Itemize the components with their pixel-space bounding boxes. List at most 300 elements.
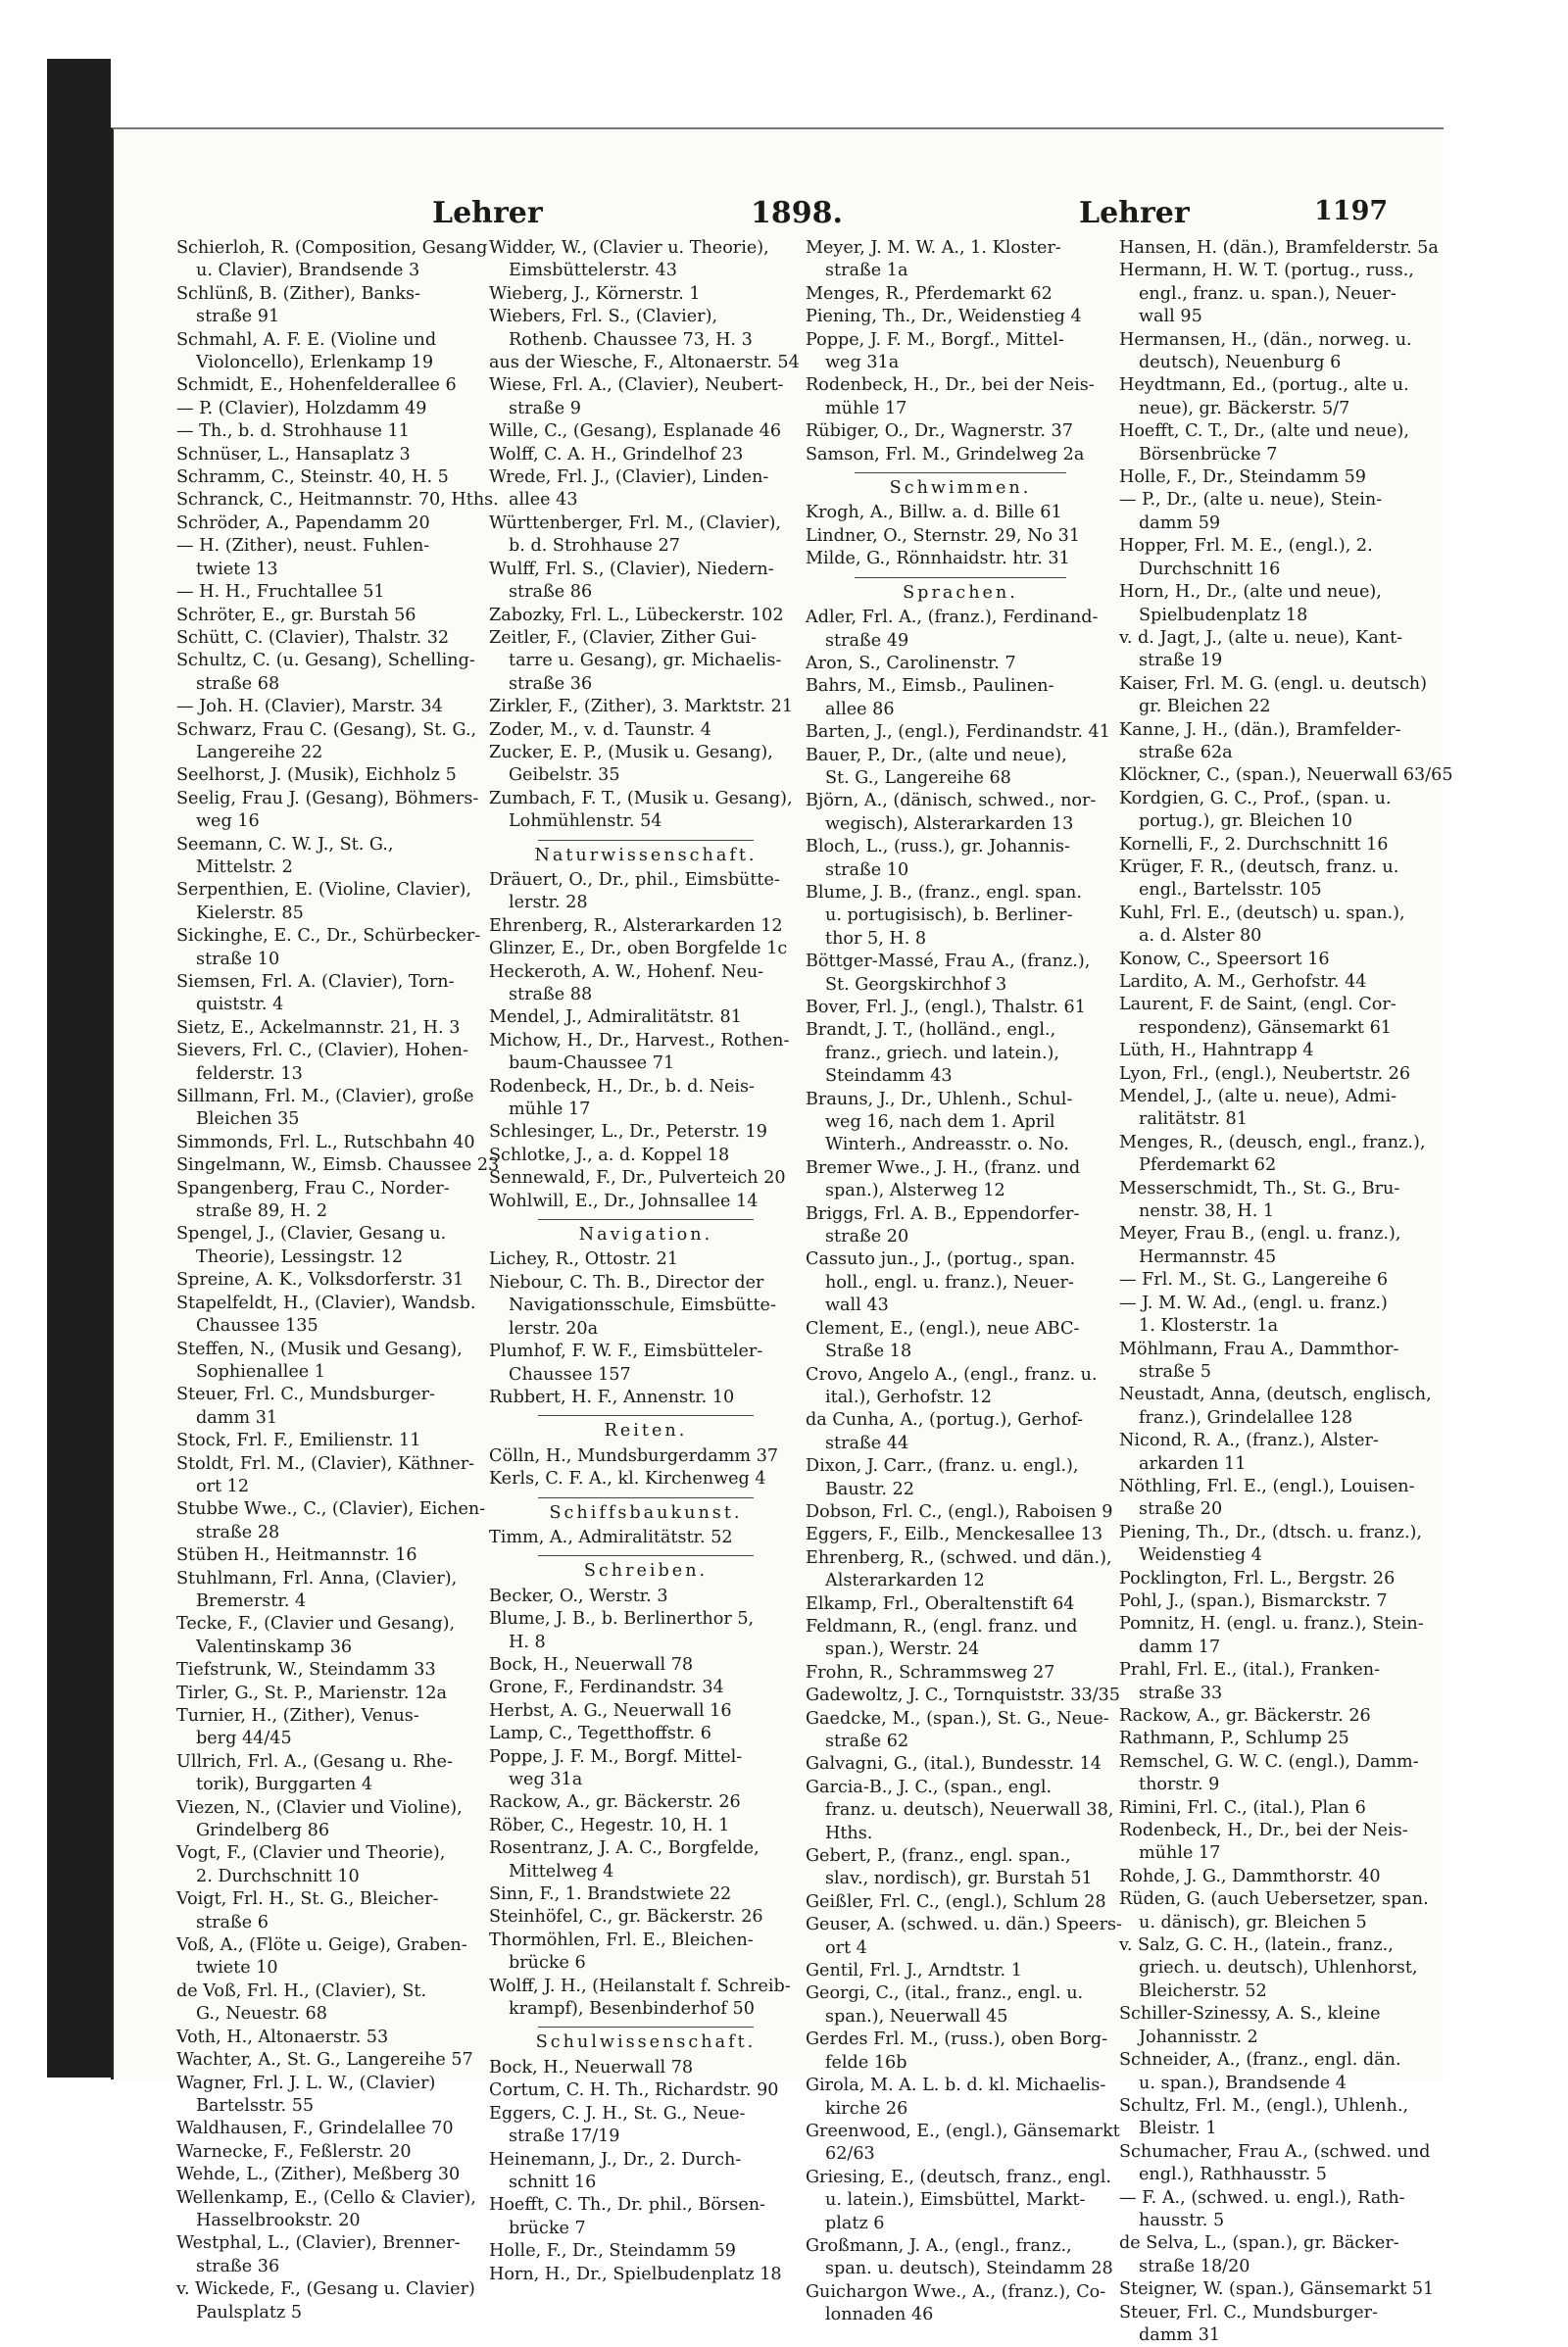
directory-entry-line: damm 31 <box>196 1407 278 1428</box>
directory-entry-line: 2. Durchschnitt 10 <box>196 1866 360 1886</box>
directory-entry-line: Schütt, C. (Clavier), Thalstr. 32 <box>176 627 450 648</box>
directory-entry-line: Bahrs, M., Eimsb., Paulinen- <box>806 676 1054 697</box>
directory-entry-line: Seelhorst, J. (Musik), Eichholz 5 <box>176 765 457 786</box>
directory-entry-line: Schultz, Frl. M., (engl.), Uhlenh., <box>1119 2095 1409 2116</box>
directory-entry-line: — P. (Clavier), Holzdamm 49 <box>176 398 427 418</box>
directory-entry-line: Wulff, Frl. S., (Clavier), Niedern- <box>489 559 774 579</box>
directory-entry-line: — J. M. W. Ad., (engl. u. franz.) <box>1119 1293 1388 1313</box>
directory-entry-line: Sinn, F., 1. Brandstwiete 22 <box>489 1884 732 1905</box>
directory-entry-line: H. 8 <box>509 1632 546 1652</box>
directory-entry-line: Sophienallee 1 <box>196 1361 325 1382</box>
directory-entry-line: Menges, R., (deusch, engl., franz.), <box>1119 1132 1426 1152</box>
directory-entry-line: wall 43 <box>825 1296 889 1316</box>
directory-entry-line: Turnier, H., (Zither), Venus- <box>176 1706 419 1726</box>
directory-entry-line: Schramm, C., Steinstr. 40, H. 5 <box>176 467 449 488</box>
directory-entry-line: Röber, C., Hegestr. 10, H. 1 <box>489 1815 730 1835</box>
directory-entry-line: Rathmann, P., Schlump 25 <box>1119 1729 1349 1749</box>
directory-entry-line: Holle, F., Dr., Steindamm 59 <box>489 2241 736 2262</box>
directory-entry-line: Böttger-Massé, Frau A., (franz.), <box>806 952 1091 972</box>
directory-entry-line: Steindamm 43 <box>825 1066 953 1087</box>
directory-entry-line: lonnaden 46 <box>825 2305 934 2325</box>
directory-entry-line: Lichey, R., Ottostr. 21 <box>489 1249 679 1270</box>
directory-entry-line: Blume, J. B., (franz., engl. span. <box>806 882 1082 903</box>
section-rule <box>538 1415 754 1416</box>
directory-entry-line: Chaussee 157 <box>509 1364 631 1385</box>
directory-entry-line: Langereihe 22 <box>196 742 323 762</box>
directory-entry-line: Viezen, N., (Clavier und Violine), <box>176 1797 463 1818</box>
directory-entry-line: Bartelsstr. 55 <box>196 2095 315 2116</box>
directory-entry-line: berg 44/45 <box>196 1729 292 1749</box>
directory-entry-line: straße 10 <box>825 859 909 880</box>
directory-entry-line: Wolff, J. H., (Heilanstalt f. Schreib- <box>489 1976 791 1996</box>
column-4 <box>1119 237 1453 2345</box>
directory-entry-line: Violoncello), Erlenkamp 19 <box>196 353 434 373</box>
directory-entry-line: Pocklington, Frl. L., Bergstr. 26 <box>1119 1568 1396 1589</box>
directory-entry-line: Georgi, C., (ital., franz., engl. u. <box>806 1983 1084 2004</box>
directory-entry-line: u. latein.), Eimsbüttel, Markt- <box>825 2190 1086 2211</box>
directory-entry-line: Steffen, N., (Musik und Gesang), <box>176 1339 463 1359</box>
directory-entry-line: Spielbudenplatz 18 <box>1139 605 1308 625</box>
directory-entry-line: Valentinskamp 36 <box>196 1637 353 1657</box>
directory-entry-line: Wiebers, Frl. S., (Clavier), <box>489 307 718 327</box>
directory-entry-line: Schmahl, A. F. E. (Violine und <box>176 329 437 350</box>
directory-entry-line: felderstr. 13 <box>196 1063 303 1084</box>
directory-entry-line: Wellenkamp, E., (Cello & Clavier), <box>176 2187 476 2208</box>
directory-entry-line: Schnüser, L., Hansaplatz 3 <box>176 444 411 465</box>
directory-entry-line: Schneider, A., (franz., engl. dän. <box>1119 2050 1401 2071</box>
directory-entry-line: Paulsplatz 5 <box>196 2302 303 2323</box>
directory-entry-line: Waldhausen, F., Grindelallee 70 <box>176 2119 454 2139</box>
column-1 <box>176 237 500 2323</box>
directory-entry-line: Eggers, C. J. H., St. G., Neue- <box>489 2103 746 2124</box>
directory-entry-line: Horn, H., Dr., Spielbudenplatz 18 <box>489 2264 782 2284</box>
directory-entry-line: Poppe, J. F. M., Borgf. Mittel- <box>489 1746 743 1767</box>
directory-entry-line: lerstr. 28 <box>509 893 588 913</box>
directory-entry-line: Schierloh, R. (Composition, Gesang <box>176 238 488 258</box>
directory-entry-line: Adler, Frl. A., (franz.), Ferdinand- <box>806 608 1099 628</box>
directory-entry-line: straße 36 <box>509 673 593 694</box>
directory-entry-line: Galvagni, G., (ital.), Bundesstr. 14 <box>806 1754 1102 1775</box>
directory-entry-line: Hansen, H. (dän.), Bramfelderstr. 5a <box>1119 238 1439 258</box>
directory-entry-line: Ehrenberg, R., Alsterarkarden 12 <box>489 915 783 936</box>
column-2 <box>489 237 803 2284</box>
directory-entry-line: straße 19 <box>1139 651 1223 671</box>
directory-entry-line: Kielerstr. 85 <box>196 903 304 923</box>
directory-entry-line: Lardito, A. M., Gerhofstr. 44 <box>1119 972 1367 992</box>
directory-entry-line: nenstr. 38, H. 1 <box>1139 1201 1275 1222</box>
directory-entry-line: a. d. Alster 80 <box>1139 926 1262 947</box>
directory-entry-line: de Voß, Frl. H., (Clavier), St. <box>176 1980 427 2001</box>
directory-entry-line: Cassuto jun., J., (portug., span. <box>806 1249 1076 1270</box>
directory-entry-line: u. Clavier), Brandsende 3 <box>196 261 420 281</box>
directory-entry-line: Menges, R., Pferdemarkt 62 <box>806 283 1053 304</box>
directory-entry-line: ort 12 <box>196 1476 250 1496</box>
directory-entry-line: straße 5 <box>1139 1361 1211 1382</box>
directory-entry-line: Dixon, J. Carr., (franz. u. engl.), <box>806 1456 1079 1477</box>
directory-entry-line: Lindner, O., Sternstr. 29, No 31 <box>806 525 1081 546</box>
directory-entry-line: Warnecke, F., Feßlerstr. 20 <box>176 2141 412 2162</box>
directory-entry-line: straße 89, H. 2 <box>196 1201 328 1222</box>
directory-entry-line: Lohmühlenstr. 54 <box>509 811 662 832</box>
directory-entry-line: Rohde, J. G., Dammthorstr. 40 <box>1119 1866 1381 1886</box>
directory-entry-line: Wagner, Frl. J. L. W., (Clavier) <box>176 2073 436 2093</box>
directory-entry-line: — H. H., Fruchtallee 51 <box>176 582 385 603</box>
directory-entry-line: straße 18/20 <box>1139 2256 1250 2276</box>
directory-entry-line: Bleichen 35 <box>196 1109 300 1130</box>
directory-entry-line: Michow, H., Dr., Harvest., Rothen- <box>489 1030 790 1051</box>
directory-entry-line: Timm, A., Admiralitätstr. 52 <box>489 1527 733 1547</box>
directory-entry-line: Stock, Frl. F., Emilienstr. 11 <box>176 1431 421 1451</box>
directory-entry-line: mühle 17 <box>509 1100 591 1120</box>
directory-entry-line: Stüben H., Heitmannstr. 16 <box>176 1545 417 1566</box>
directory-entry-line: Steuer, Frl. C., Mundsburger- <box>176 1385 435 1405</box>
directory-entry-line: Mendel, J., (alte u. neue), Admi- <box>1119 1087 1397 1107</box>
directory-entry-line: Seelig, Frau J. (Gesang), Böhmers- <box>176 788 479 808</box>
directory-entry-line: quiststr. 4 <box>196 995 284 1015</box>
directory-entry-line: Nicond, R. A., (franz.), Alster- <box>1119 1431 1379 1451</box>
directory-entry-line: engl., Bartelsstr. 105 <box>1139 880 1322 901</box>
directory-entry-line: span. u. deutsch), Steindamm 28 <box>825 2259 1113 2279</box>
section-rule <box>538 2027 754 2028</box>
directory-entry-line: straße 68 <box>196 673 280 694</box>
directory-entry-line: span.), Neuerwall 45 <box>825 2006 1008 2027</box>
directory-entry-line: Heydtmann, Ed., (portug., alte u. <box>1119 375 1409 396</box>
directory-entry-line: Singelmann, W., Eimsb. Chaussee 23 <box>176 1155 500 1176</box>
directory-entry-line: straße 62 <box>825 1732 909 1751</box>
directory-entry-line: Hasselbrookstr. 20 <box>196 2210 361 2230</box>
directory-entry-line: wegisch), Alsterarkarden 13 <box>825 813 1074 834</box>
directory-entry-line: Schranck, C., Heitmannstr. 70, Hths. <box>176 490 499 511</box>
directory-entry-line: mühle 17 <box>825 398 907 418</box>
directory-entry-line: Wolff, C. A. H., Grindelhof 23 <box>489 444 744 465</box>
directory-entry-line: straße 20 <box>825 1227 909 1247</box>
directory-entry-line: Eimsbüttelerstr. 43 <box>509 261 677 281</box>
directory-entry-line: brücke 7 <box>509 2218 586 2238</box>
directory-entry-line: Schwarz, Frau C. (Gesang), St. G., <box>176 719 477 740</box>
directory-entry-line: straße 20 <box>1139 1499 1223 1520</box>
directory-entry-line: Tiefstrunk, W., Steindamm 33 <box>176 1660 436 1681</box>
directory-entry-line: Rodenbeck, H., Dr., bei der Neis- <box>806 375 1095 396</box>
directory-entry-line: weg 31a <box>509 1770 583 1789</box>
directory-entry-line: Schröder, A., Papendamm 20 <box>176 513 430 533</box>
directory-entry-line: Björn, A., (dänisch, schwed., nor- <box>806 791 1097 811</box>
directory-entry-line: Brauns, J., Dr., Uhlenh., Schul- <box>806 1089 1073 1109</box>
directory-entry-line: Sievers, Frl. C., (Clavier), Hohen- <box>176 1041 468 1061</box>
directory-entry-line: portug.), gr. Bleichen 10 <box>1139 811 1352 832</box>
directory-entry-line: platz 6 <box>825 2213 885 2233</box>
page-number: 1197 <box>1314 196 1389 226</box>
directory-entry-line: damm 31 <box>1139 2324 1221 2345</box>
directory-entry-line: Rackow, A., gr. Bäckerstr. 26 <box>1119 1706 1371 1726</box>
directory-entry-line: Rüden, G. (auch Uebersetzer, span. <box>1119 1889 1429 1910</box>
directory-entry-line: Schlotke, J., a. d. Koppel 18 <box>489 1145 730 1165</box>
directory-entry-line: Winterh., Andreasstr. o. No. <box>825 1135 1069 1155</box>
directory-entry-line: u. span.), Brandsende 4 <box>1139 2073 1347 2093</box>
directory-entry-line: Prahl, Frl. E., (ital.), Franken- <box>1119 1660 1381 1681</box>
directory-entry-line: Navigationsschule, Eimsbütte- <box>509 1296 776 1316</box>
directory-entry-line: Greenwood, E., (engl.), Gänsemarkt <box>806 2121 1120 2141</box>
directory-entry-line: Krüger, F. R., (deutsch, franz. u. <box>1119 856 1399 877</box>
directory-entry-line: Griesing, E., (deutsch, franz., engl. <box>806 2167 1111 2187</box>
directory-entry-line: Feldmann, R., (engl. franz. und <box>806 1616 1078 1637</box>
section-rule <box>538 1497 754 1498</box>
directory-entry-line: Rimini, Frl. C., (ital.), Plan 6 <box>1119 1797 1366 1818</box>
section-heading: Schwimmen. <box>889 478 1032 499</box>
directory-entry-line: Briggs, Frl. A. B., Eppendorfer- <box>806 1203 1080 1224</box>
directory-entry-line: Baustr. 22 <box>825 1479 914 1499</box>
directory-entry-line: v. d. Jagt, J., (alte u. neue), Kant- <box>1119 627 1403 648</box>
directory-entry-line: ralitätstr. 81 <box>1139 1109 1248 1130</box>
directory-entry-line: lerstr. 20a <box>509 1318 599 1339</box>
directory-entry-line: — Th., b. d. Strohhause 11 <box>176 421 410 442</box>
directory-entry-line: Schlünß, B. (Zither), Banks- <box>176 283 420 304</box>
section-heading: Sprachen. <box>903 582 1018 603</box>
directory-entry-line: Voth, H., Altonaerstr. 53 <box>176 2027 389 2047</box>
directory-entry-line: Pohl, J., (span.), Bismarckstr. 7 <box>1119 1590 1388 1611</box>
directory-entry-line: weg 31a <box>825 353 900 373</box>
directory-entry-line: Heinemann, J., Dr., 2. Durch- <box>489 2149 742 2170</box>
directory-entry-line: Eggers, F., Eilb., Menckesallee 13 <box>806 1525 1103 1545</box>
directory-entry-line: Garcia-B., J. C., (span., engl. <box>806 1777 1053 1797</box>
directory-entry-line: u. portugisisch), b. Berliner- <box>825 905 1073 926</box>
directory-entry-line: Glinzer, E., Dr., oben Borgfelde 1c <box>489 939 788 959</box>
directory-entry-line: Schmidt, E., Hohenfelderallee 6 <box>176 375 457 396</box>
section-heading: Navigation. <box>578 1225 713 1246</box>
page-header <box>114 196 1444 235</box>
header-year: 1898. <box>751 196 843 230</box>
directory-entry-line: Vogt, F., (Clavier und Theorie), <box>176 1843 446 1864</box>
directory-entry-line: Kerls, C. F. A., kl. Kirchenweg 4 <box>489 1469 766 1490</box>
directory-entry-line: Kanne, J. H., (dän.), Bramfelder- <box>1119 719 1401 740</box>
directory-entry-line: Holle, F., Dr., Steindamm 59 <box>1119 467 1366 488</box>
directory-entry-line: Theorie), Lessingstr. 12 <box>196 1247 404 1267</box>
directory-entry-line: Rackow, A., gr. Bäckerstr. 26 <box>489 1792 741 1813</box>
directory-entry-line: Geibelstr. 35 <box>509 765 620 786</box>
directory-entry-line: Schiller-Szinessy, A. S., kleine <box>1119 2004 1381 2025</box>
directory-entry-line: Voigt, Frl. H., St. G., Bleicher- <box>176 1889 439 1910</box>
directory-entry-line: twiete 10 <box>196 1958 278 1979</box>
directory-entry-line: Sillmann, Frl. M., (Clavier), große <box>176 1087 474 1107</box>
directory-entry-line: Rodenbeck, H., Dr., bei der Neis- <box>1119 1821 1408 1841</box>
directory-entry-line: Geuser, A. (schwed. u. dän.) Speers- <box>806 1915 1122 1935</box>
directory-entry-line: Ullrich, Frl. A., (Gesang u. Rhe- <box>176 1751 453 1772</box>
directory-entry-line: Horn, H., Dr., (alte und neue), <box>1119 582 1382 603</box>
directory-entry-line: Messerschmidt, Th., St. G., Bru- <box>1119 1178 1400 1198</box>
directory-entry-line: Remschel, G. W. C. (engl.), Damm- <box>1119 1751 1419 1772</box>
directory-entry-line: Rubbert, H. F., Annenstr. 10 <box>489 1387 735 1407</box>
directory-entry-line: Neustadt, Anna, (deutsch, englisch, <box>1119 1385 1432 1405</box>
section-rule <box>538 1555 754 1556</box>
directory-entry-line: Piening, Th., Dr., (dtsch. u. franz.), <box>1119 1522 1422 1542</box>
directory-entry-line: Sietz, E., Ackelmannstr. 21, H. 3 <box>176 1017 461 1038</box>
section-heading: Schiffsbaukunst. <box>549 1502 743 1523</box>
directory-entry-line: Hermansen, H., (dän., norweg. u. <box>1119 329 1412 350</box>
directory-entry-line: schnitt 16 <box>509 2172 597 2192</box>
directory-entry-line: Poppe, J. F. M., Borgf., Mittel- <box>806 329 1064 350</box>
directory-entry-line: Rosentranz, J. A. C., Borgfelde, <box>489 1838 760 1859</box>
directory-entry-line: Zirkler, F., (Zither), 3. Marktstr. 21 <box>489 697 794 717</box>
directory-entry-line: Gentil, Frl. J., Arndtstr. 1 <box>806 1961 1022 1981</box>
directory-entry-line: engl.), Rathhausstr. 5 <box>1139 2165 1327 2185</box>
directory-entry-line: Bremer Wwe., J. H., (franz. und <box>806 1157 1081 1178</box>
directory-entry-line: arkarden 11 <box>1139 1453 1247 1474</box>
directory-entry-line: Steuer, Frl. C., Mundsburger- <box>1119 2302 1378 2323</box>
directory-entry-line: franz.), Grindelallee 128 <box>1139 1407 1353 1428</box>
directory-entry-line: slav., nordisch), gr. Burstah 51 <box>825 1869 1093 1889</box>
directory-entry-line: Bauer, P., Dr., (alte und neue), <box>806 745 1067 765</box>
directory-entry-line: straße 33 <box>1139 1683 1223 1703</box>
directory-entry-line: Barten, J., (engl.), Ferdinandstr. 41 <box>806 722 1110 743</box>
directory-entry-line: St. G., Langereihe 68 <box>825 767 1011 788</box>
directory-entry-line: Mittelweg 4 <box>509 1861 614 1882</box>
directory-entry-line: Stubbe Wwe., C., (Clavier), Eichen- <box>176 1499 486 1520</box>
directory-entry-line: Mendel, J., Admiralitätstr. 81 <box>489 1007 742 1028</box>
directory-entry-line: straße 62a <box>1139 742 1233 762</box>
directory-entry-line: Zabozky, Frl. L., Lübeckerstr. 102 <box>489 605 784 625</box>
header-right-title: Lehrer <box>1079 196 1190 230</box>
directory-entry-line: Straße 18 <box>825 1342 912 1362</box>
directory-entry-line: brücke 6 <box>509 1953 586 1974</box>
directory-entry-line: Steigner, W. (span.), Gänsemarkt 51 <box>1119 2279 1435 2300</box>
directory-entry-line: franz. u. deutsch), Neuerwall 38, <box>825 1800 1114 1821</box>
directory-entry-line: Dobson, Frl. C., (engl.), Raboisen 9 <box>806 1501 1113 1522</box>
directory-entry-line: Crovo, Angelo A., (engl., franz. u. <box>806 1364 1098 1385</box>
directory-entry-line: Kordgien, G. C., Prof., (span. u. <box>1119 788 1392 808</box>
directory-entry-line: straße 17/19 <box>509 2127 620 2147</box>
directory-entry-line: thorstr. 9 <box>1139 1775 1220 1795</box>
section-heading: Naturwissenschaft. <box>534 845 758 865</box>
directory-entry-line: Piening, Th., Dr., Weidenstieg 4 <box>806 307 1082 327</box>
directory-entry-line: Großmann, J. A., (engl., franz., <box>806 2235 1072 2256</box>
directory-entry-line: Grindelberg 86 <box>196 1821 330 1841</box>
directory-entry-line: Tecke, F., (Clavier und Gesang), <box>176 1614 456 1635</box>
directory-entry-line: Spangenberg, Frau C., Norder- <box>176 1178 450 1198</box>
directory-entry-line: Guichargon Wwe., A., (franz.), Co- <box>806 2281 1106 2302</box>
directory-entry-line: Gebert, P., (franz., engl. span., <box>806 1846 1071 1867</box>
section-heading: Reiten. <box>604 1421 688 1442</box>
directory-entry-line: Gadewoltz, J. C., Tornquiststr. 33/35 <box>806 1686 1120 1706</box>
directory-entry-line: Pomnitz, H. (engl. u. franz.), Stein- <box>1119 1614 1424 1635</box>
directory-entry-line: Bremerstr. 4 <box>196 1590 307 1611</box>
directory-entry-line: Bock, H., Neuerwall 78 <box>489 2057 694 2078</box>
directory-entry-line: Widder, W., (Clavier u. Theorie), <box>489 238 769 258</box>
directory-entry-line: Schlesinger, L., Dr., Peterstr. 19 <box>489 1122 767 1143</box>
directory-entry-line: Herbst, A. G., Neuerwall 16 <box>489 1700 732 1721</box>
directory-entry-line: torik), Burggarten 4 <box>196 1775 373 1795</box>
directory-entry-line: straße 1a <box>825 261 908 281</box>
directory-entry-line: Stapelfeldt, H., (Clavier), Wandsb. <box>176 1293 476 1313</box>
directory-entry-line: Siemsen, Frl. A. (Clavier), Torn- <box>176 972 455 992</box>
directory-entry-line: Wrede, Frl. J., (Clavier), Linden- <box>489 467 769 488</box>
directory-entry-line: krampf), Besenbinderhof 50 <box>509 1999 755 2020</box>
directory-entry-line: straße 10 <box>196 949 280 969</box>
directory-entry-line: Simmonds, Frl. L., Rutschbahn 40 <box>176 1132 475 1152</box>
directory-entry-line: Schröter, E., gr. Burstah 56 <box>176 605 416 625</box>
directory-entry-line: mühle 17 <box>1139 1843 1221 1864</box>
section-rule <box>855 472 1066 473</box>
directory-entry-line: — H. (Zither), neust. Fuhlen- <box>176 536 430 557</box>
directory-entry-line: Zumbach, F. T., (Musik u. Gesang), <box>489 788 793 808</box>
directory-entry-line: respondenz), Gänsemarkt 61 <box>1139 1017 1392 1038</box>
directory-entry-line: Spreine, A. K., Volksdorferstr. 31 <box>176 1270 465 1291</box>
directory-entry-line: Hermann, H. W. T. (portug., russ., <box>1119 261 1414 281</box>
directory-entry-line: Hoefft, C. T., Dr., (alte und neue), <box>1119 421 1409 442</box>
directory-entry-line: Lüth, H., Hahntrapp 4 <box>1119 1041 1314 1061</box>
directory-entry-line: Gerdes Frl. M., (russ.), oben Borg- <box>806 2029 1108 2050</box>
directory-entry-line: Cölln, H., Mundsburgerdamm 37 <box>489 1445 779 1466</box>
directory-entry-line: Stuhlmann, Frl. Anna, (Clavier), <box>176 1568 458 1589</box>
directory-entry-line: Laurent, F. de Saint, (engl. Cor- <box>1119 995 1396 1015</box>
section-rule <box>538 840 754 841</box>
directory-entry-line: Bock, H., Neuerwall 78 <box>489 1654 694 1675</box>
directory-entry-line: v. Wickede, F., (Gesang u. Clavier) <box>176 2279 475 2300</box>
directory-entry-line: Bleicherstr. 52 <box>1139 1980 1267 2001</box>
directory-entry-line: straße 28 <box>196 1522 280 1542</box>
section-rule <box>538 1219 754 1220</box>
directory-entry-line: St. Georgskirchhof 3 <box>825 974 1007 995</box>
header-left-title: Lehrer <box>432 196 543 230</box>
directory-entry-line: Pferdemarkt 62 <box>1139 1155 1277 1176</box>
directory-entry-line: straße 86 <box>509 582 593 603</box>
directory-entry-line: span.), Werstr. 24 <box>825 1639 980 1660</box>
directory-entry-line: Württenberger, Frl. M., (Clavier), <box>489 513 781 533</box>
directory-entry-line: Westphal, L., (Clavier), Brenner- <box>176 2233 461 2254</box>
directory-entry-line: Lamp, C., Tegetthoffstr. 6 <box>489 1724 711 1744</box>
directory-entry-line: Serpenthien, E. (Violine, Clavier), <box>176 880 471 901</box>
directory-entry-line: Konow, C., Speersort 16 <box>1119 949 1330 969</box>
directory-entry-line: Zeitler, F., (Clavier, Zither Gui- <box>489 627 757 648</box>
directory-entry-line: Sennewald, F., Dr., Pulverteich 20 <box>489 1168 786 1189</box>
directory-entry-line: weg 16 <box>196 811 260 832</box>
directory-entry-line: Kornelli, F., 2. Durchschnitt 16 <box>1119 834 1389 855</box>
directory-entry-line: Steinhöfel, C., gr. Bäckerstr. 26 <box>489 1907 763 1928</box>
directory-entry-line: u. dänisch), gr. Bleichen 5 <box>1139 1912 1367 1932</box>
directory-entry-line: straße 6 <box>196 1912 269 1932</box>
directory-entry-line: da Cunha, A., (portug.), Gerhof- <box>806 1410 1084 1431</box>
directory-entry-line: Börsenbrücke 7 <box>1139 444 1278 465</box>
directory-entry-line: Durchschnitt 16 <box>1139 559 1281 579</box>
directory-entry-line: holl., engl. u. franz.), Neuer- <box>825 1272 1074 1293</box>
directory-entry-line: Stoldt, Frl. M., (Clavier), Käthner- <box>176 1453 475 1474</box>
directory-entry-line: 1. Klosterstr. 1a <box>1139 1316 1279 1337</box>
directory-entry-line: allee 86 <box>825 699 895 719</box>
directory-entry-line: b. d. Strohhause 27 <box>509 536 680 557</box>
directory-entry-line: Sickinghe, E. C., Dr., Schürbecker- <box>176 926 481 947</box>
directory-entry-line: deutsch), Neuenburg 6 <box>1139 353 1342 373</box>
directory-entry-line: gr. Bleichen 22 <box>1139 697 1271 717</box>
directory-entry-line: Nöthling, Frl. E., (engl.), Louisen- <box>1119 1476 1415 1496</box>
directory-entry-line: engl., franz. u. span.), Neuer- <box>1139 283 1396 304</box>
directory-entry-line: Thormöhlen, Frl. E., Bleichen- <box>489 1930 754 1950</box>
directory-entry-line: kirche 26 <box>825 2098 908 2119</box>
directory-entry-line: Tirler, G., St. P., Marienstr. 12a <box>176 1683 447 1703</box>
directory-entry-line: span.), Alsterweg 12 <box>825 1181 1005 1201</box>
directory-entry-line: Kuhl, Frl. E., (deutsch) u. span.), <box>1119 903 1405 923</box>
directory-entry-line: ital.), Gerhofstr. 12 <box>825 1387 992 1407</box>
directory-entry-line: franz., griech. und latein.), <box>825 1043 1059 1063</box>
directory-entry-line: — F. A., (schwed. u. engl.), Rath- <box>1119 2187 1405 2208</box>
directory-entry-line: Heckeroth, A. W., Hohenf. Neu- <box>489 961 764 982</box>
directory-entry-line: Rübiger, O., Dr., Wagnerstr. 37 <box>806 421 1073 442</box>
directory-entry-line: Mittelstr. 2 <box>196 856 293 877</box>
directory-entry-line: Milde, G., Rönnhaidstr. htr. 31 <box>806 549 1070 569</box>
directory-entry-line: Bloch, L., (russ.), gr. Johannis- <box>806 837 1070 857</box>
directory-page <box>111 127 1453 2345</box>
directory-entry-line: aus der Wiesche, F., Altonaerstr. 54 <box>489 353 800 373</box>
directory-entry-line: Meyer, J. M. W. A., 1. Kloster- <box>806 238 1061 258</box>
directory-entry-line: Ehrenberg, R., (schwed. und dän.), <box>806 1547 1112 1568</box>
directory-entry-line: Hths. <box>825 1823 873 1843</box>
